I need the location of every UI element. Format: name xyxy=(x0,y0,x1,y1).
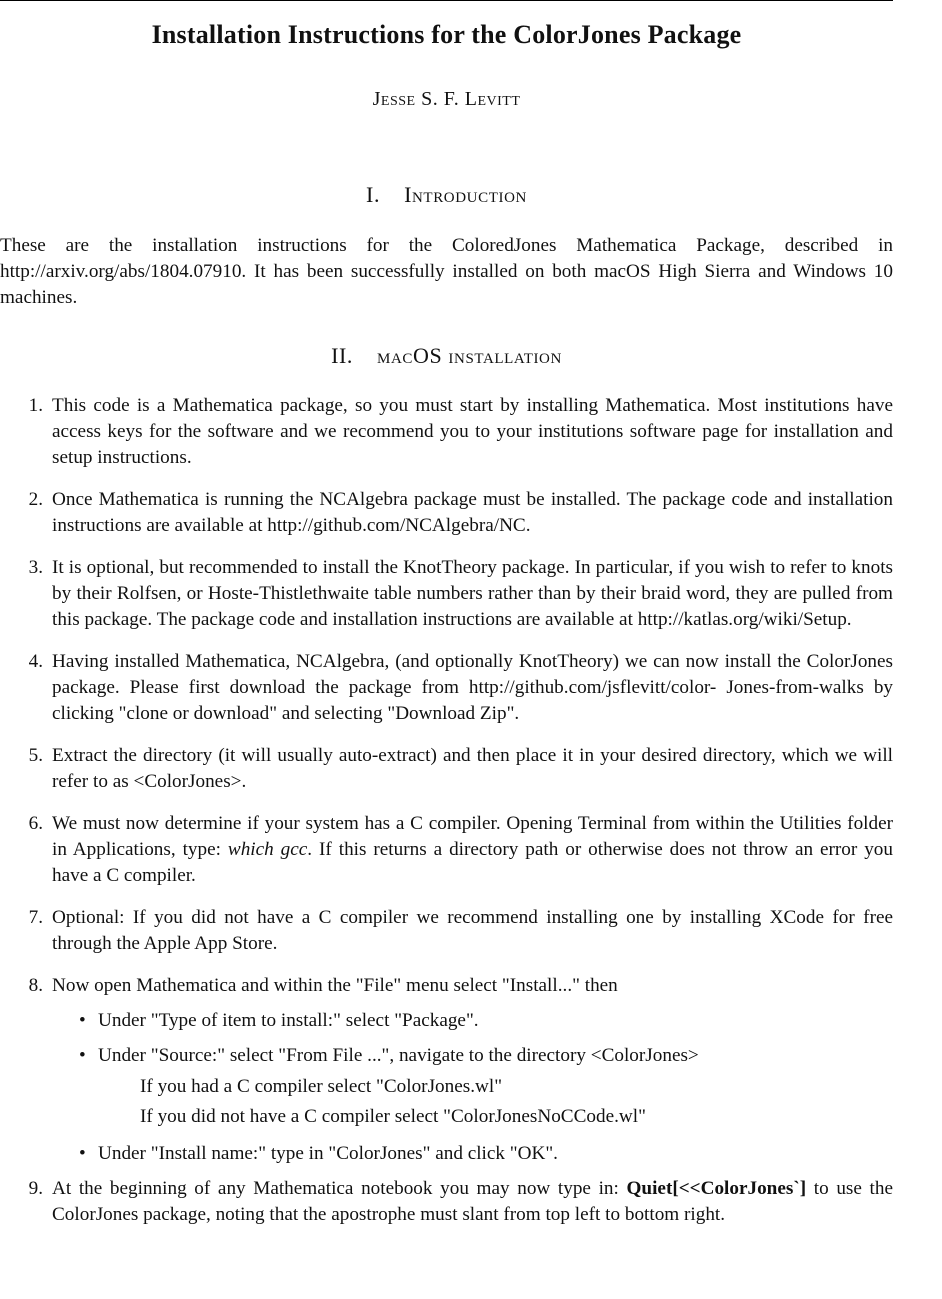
step-number: 3 . xyxy=(0,555,43,581)
installation-steps-list xyxy=(0,393,893,1244)
sub-instruction: If you had a C compiler select "ColorJones.wl" xyxy=(140,1076,503,1097)
step-text: Having installed Mathematica, NCAlgebra, (and optionally KnotTheory) we can now install the ColorJones package. Please first download the package from xyxy=(52,651,893,698)
code-snippet: Quiet[<<ColorJones`] xyxy=(626,1178,807,1199)
step-text: This code is a Mathematica package, so you must start by installing Mathematica. Most institutions have access keys for the software and we recommend you to your institutions software page for installation and setup instructions. xyxy=(52,395,893,468)
bullet-text: Under "Install name:" type in "ColorJones" and click "OK". xyxy=(98,1143,558,1164)
step-text: Now open Mathematica and within the "File" menu select "Install..." then xyxy=(52,975,618,996)
list-item xyxy=(0,649,893,727)
list-item xyxy=(0,393,893,471)
step-number: 6 . xyxy=(0,811,43,837)
bullet-text: Under "Source:" select "From File ...", navigate to the directory <ColorJones> xyxy=(98,1045,699,1066)
step-text: Optional: If you did not have a C compiler we recommend installing one by installing XCode for free through the Apple App Store. xyxy=(52,907,893,954)
step-text: It is optional, but recommended to install the KnotTheory package. In particular, if you wish to refer to knots by their Rolfsen, or Hoste-Thistlethwaite table numbers rather than by their braid word, they are pulled from this package. The package code and installation instructions are available at http://katlas.org/wiki/Setup. xyxy=(52,557,893,630)
author-name: Jesse S. F. Levitt xyxy=(372,88,521,110)
step-text: We must now determine if your system has a C compiler. Opening Terminal from within the Utilities folder in Applications, type: xyxy=(52,813,893,860)
bullet-text: Under "Type of item to install:" select "Package". xyxy=(98,1010,479,1031)
top-rule xyxy=(0,0,893,1)
step-number: 5 . xyxy=(0,743,43,769)
list-item xyxy=(0,555,893,633)
step-number: 9 . xyxy=(0,1176,43,1202)
download-link[interactable]: http://github.com/jsflevitt/color- xyxy=(468,677,717,698)
step-text: Extract the directory (it will usually auto-extract) and then place it in your desired directory, which we will refer to as <ColorJones>. xyxy=(52,745,893,792)
step-text: Jones-from-walks by clicking "clone or download" and selecting "Download Zip". xyxy=(52,677,894,724)
list-item xyxy=(0,487,893,539)
bullet-item xyxy=(52,1008,893,1034)
list-item xyxy=(0,743,893,795)
list-item xyxy=(0,811,893,889)
section-numeral: I. xyxy=(366,182,381,207)
step-text: Once Mathematica is running the NCAlgebra package must be installed. The package code and installation instructions are available at http://github.com/NCAlgebra/NC. xyxy=(52,489,893,536)
section-heading-macos-installation xyxy=(0,343,893,369)
section-title: macOS installation xyxy=(377,343,562,368)
step-text: At the beginning of any Mathematica notebook you may now type in: xyxy=(52,1178,627,1199)
sub-list xyxy=(52,1008,893,1167)
step-text: to use the ColorJones package, noting that the apostrophe must slant from top left to bottom right. xyxy=(52,1178,893,1225)
step-number: 7 . xyxy=(0,905,43,931)
step-number: 2 . xyxy=(0,487,43,513)
step-number: 8 . xyxy=(0,973,43,999)
list-item xyxy=(0,1176,893,1228)
bullet-item xyxy=(52,1043,893,1132)
step-text: . If this returns a directory path or otherwise does not throw an error you have a C compiler. xyxy=(52,839,893,886)
command-text: which gcc xyxy=(227,839,308,860)
step-number: 1 . xyxy=(0,393,43,419)
section-title: Introduction xyxy=(404,182,527,207)
list-item xyxy=(0,973,893,1167)
step-number: 4 . xyxy=(0,649,43,675)
section-numeral: II. xyxy=(331,343,354,368)
document-title: Installation Instructions for the ColorJones Package xyxy=(151,20,742,49)
intro-paragraph: These are the installation instructions for the ColoredJones Mathematica Package, described in http://arxiv.org/abs/1804.07910. It has been successfully installed on both macOS High Sierra and Windows 10 machines. xyxy=(0,235,893,308)
list-item xyxy=(0,905,893,957)
section-heading-introduction xyxy=(0,182,893,208)
sub-instruction: If you did not have a C compiler select "ColorJonesNoCCode.wl" xyxy=(140,1106,646,1127)
bullet-item xyxy=(52,1141,893,1167)
